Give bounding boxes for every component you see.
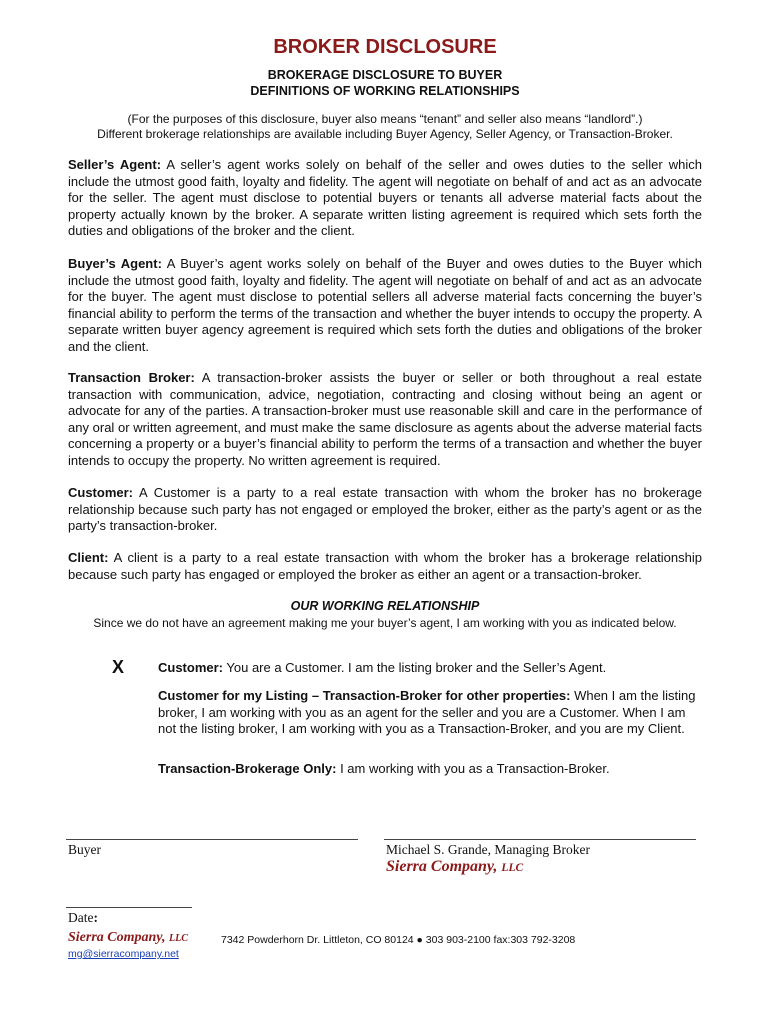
customer-term: Customer: xyxy=(68,485,134,500)
option-listing-text: When I am the listing broker, I am working with you as an agent for the seller and you are a Customer. When I am not the listing broker, I am working with you as a Transaction-Broker, and you are my Client. xyxy=(158,688,696,736)
document-subtitle-2: DEFINITIONS OF WORKING RELATIONSHIPS xyxy=(250,84,520,98)
working-relationship-note: Since we do not have an agreement making me your buyer’s agent, I am working with you as indicated below. xyxy=(93,616,677,630)
document-subtitle-1: BROKERAGE DISCLOSURE TO BUYER xyxy=(267,68,503,82)
client-term: Client: xyxy=(68,550,109,565)
broker-signature-line[interactable] xyxy=(384,839,696,840)
sellers-agent-term: Seller’s Agent: xyxy=(68,157,162,172)
sellers-agent-paragraph xyxy=(68,157,702,240)
option-transaction-brokerage-only[interactable] xyxy=(158,761,703,778)
buyer-signature-label: Buyer xyxy=(68,842,101,857)
date-label-text: Date xyxy=(68,910,94,925)
date-label xyxy=(68,910,98,926)
option-customer[interactable] xyxy=(158,660,703,677)
transaction-broker-term: Transaction Broker: xyxy=(68,370,195,385)
option-customer-for-listing[interactable] xyxy=(158,688,703,738)
transaction-broker-paragraph xyxy=(68,370,702,469)
signature-company-llc: LLC xyxy=(501,862,524,874)
buyer-signature-line[interactable] xyxy=(66,839,358,840)
date-label-colon: : xyxy=(93,910,98,925)
client-paragraph xyxy=(68,550,702,583)
signature-company-name xyxy=(386,858,523,876)
document-title: BROKER DISCLOSURE xyxy=(273,36,497,58)
option-tb-term: Transaction-Brokerage Only: xyxy=(158,761,337,776)
client-text: A client is a party to a real estate transaction with whom the broker has a brokerage relationship because such party has engaged or employed the broker as either an agent or a transaction-broker. xyxy=(68,550,702,582)
footer-company-name xyxy=(68,930,188,946)
sellers-agent-text: A seller’s agent works solely on behalf of the seller and owes duties to the seller which include the utmost good faith, loyalty and fidelity. The agent will negotiate on behalf of and act as an advocate for the seller. The agent must disclose to potential buyers or tenants all adverse material facts about the property actually known by the broker. A separate written listing agreement is required which sets forth the duties and obligations of the broker and the client. xyxy=(68,157,703,238)
footer-company-llc: LLC xyxy=(169,933,189,944)
broker-signature-label: Michael S. Grande, Managing Broker xyxy=(386,842,590,857)
signature-company-text: Sierra Company, xyxy=(386,858,498,875)
transaction-broker-text: A transaction-broker assists the buyer or seller or both throughout a real estate transaction with communication, advice, negotiation, contracting and closing without being an agent or advocate for any of the parties. A transaction-broker must use reasonable skill and care in the performance of any oral or written agreement, and must make the same disclosure as agents about the adverse material facts concerning a property or a buyer’s financial ability to perform the terms of a transaction and whether the buyer intends to occupy the property. No written agreement is required. xyxy=(68,370,702,468)
customer-text: A Customer is a party to a real estate transaction with whom the broker has no brokerage relationship because such party has not engaged or employed the broker, either as the party’s agent or as the party’s transaction-broker. xyxy=(68,485,702,533)
relationships-note: Different brokerage relationships are available including Buyer Agency, Seller Agency, or Transaction-Broker. xyxy=(97,127,673,141)
buyers-agent-term: Buyer’s Agent: xyxy=(68,256,162,271)
option-customer-term: Customer: xyxy=(158,660,224,675)
option-tb-text: I am working with you as a Transaction-Broker. xyxy=(336,761,610,776)
buyers-agent-text: A Buyer’s agent works solely on behalf of the Buyer and owes duties to the Buyer which include the utmost good faith, loyalty and fidelity. The agent will negotiate on behalf of and act as an advocate for the buyer. The agent must disclose to potential sellers all adverse material facts concerning the buyer’s financial ability to perform the terms of the transaction and whether the buyer intends to occupy the property. A separate written buyer agency agreement is required which sets forth the duties and obligations of the broker and the client. xyxy=(68,256,702,354)
working-relationship-heading: OUR WORKING RELATIONSHIP xyxy=(290,599,480,613)
option-customer-text: You are a Customer. I am the listing broker and the Seller’s Agent. xyxy=(223,660,607,675)
option-listing-term: Customer for my Listing – Transaction-Broker for other properties: xyxy=(158,688,571,703)
definition-note: (For the purposes of this disclosure, buyer also means “tenant” and seller also means “landlord”.) xyxy=(127,112,643,126)
customer-option-check-mark[interactable]: X xyxy=(112,657,125,677)
date-line[interactable] xyxy=(66,907,192,908)
customer-paragraph xyxy=(68,485,702,535)
footer-email-link[interactable]: mg@sierracompany.net xyxy=(68,948,179,960)
footer-address: 7342 Powderhorn Dr. Littleton, CO 80124 ● 303 903-2100 fax:303 792-3208 xyxy=(221,934,576,946)
footer-company-text: Sierra Company, xyxy=(68,930,166,945)
buyers-agent-paragraph xyxy=(68,256,702,355)
